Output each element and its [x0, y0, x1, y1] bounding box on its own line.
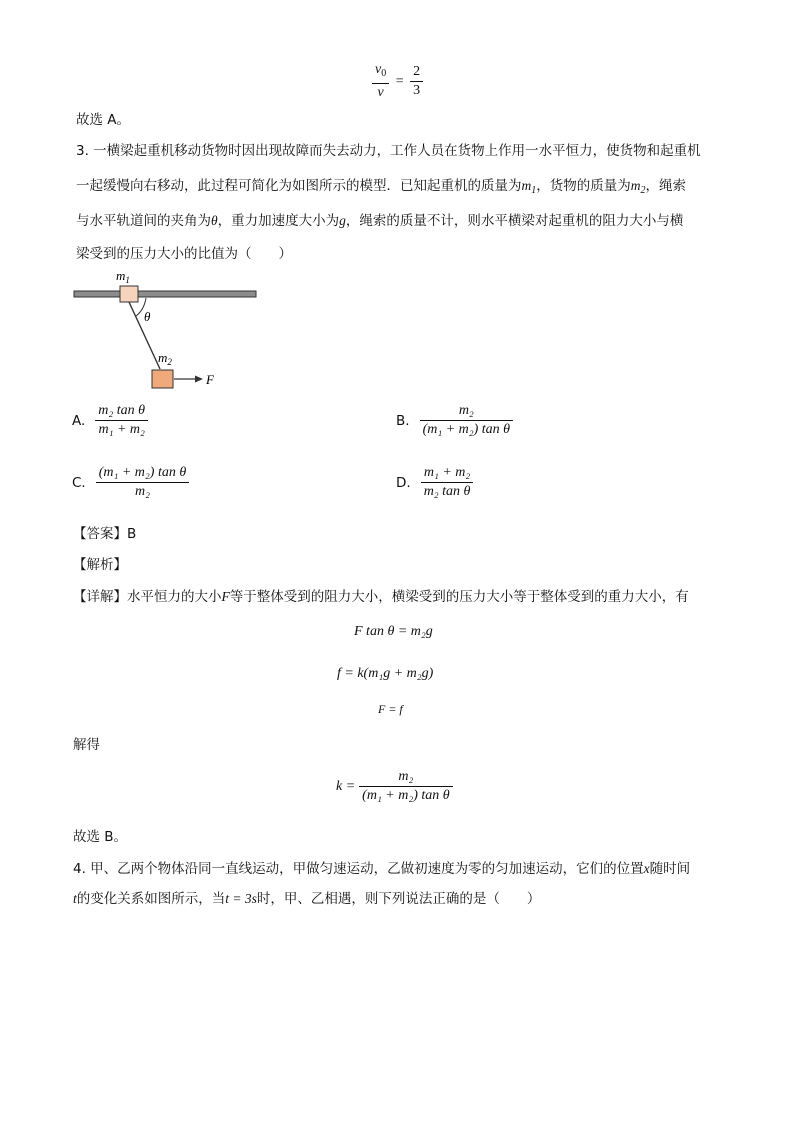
q3-line2-text: 一起缓慢向右移动，此过程可简化为如图所示的模型．已知起重机的质量为 — [76, 178, 522, 194]
cargo-block-m2 — [152, 370, 173, 388]
q3-line4: 梁受到的压力大小的比值为（ ） — [76, 246, 292, 262]
q3-line1: 3. 一横梁起重机移动货物时因出现故障而失去动力，工作人员在货物上作用一水平恒力，使货物和起重机 — [76, 143, 701, 159]
q3-line2-end: ，绳索 — [645, 178, 686, 194]
option-b-fraction — [420, 403, 514, 438]
q3-m1-sub: 1 — [531, 185, 537, 196]
q4-line2-a: 的变化关系如图所示，当 — [76, 891, 226, 907]
option-b-num: m₂ — [420, 403, 514, 421]
detail-text-a: 水平恒力的大小 — [127, 589, 222, 605]
q3-line3 — [76, 211, 683, 231]
q3-m2 — [630, 178, 646, 196]
k-den: (m₁ + m₂) tan θ — [362, 788, 450, 803]
detail-F: F — [221, 589, 230, 604]
option-a-fraction — [95, 403, 148, 438]
k-lhs: k = — [336, 778, 356, 794]
option-c-den: m₂ — [134, 484, 150, 499]
option-c[interactable] — [72, 465, 189, 500]
prev-rhs-num: 2 — [410, 64, 423, 82]
answer-line — [73, 524, 136, 544]
q3-figure — [70, 266, 270, 396]
detail-line — [73, 587, 689, 607]
option-c-fraction — [96, 465, 190, 500]
q3-m2-sub: 2 — [640, 185, 646, 196]
answer-tag: 【答案】 — [73, 526, 127, 542]
k-equation — [336, 769, 453, 804]
q3-line2 — [76, 176, 686, 201]
force-arrow-head — [195, 376, 203, 383]
answer-value: B — [127, 526, 137, 542]
option-d-fraction — [421, 465, 474, 500]
label-m2: $m_2$ — [158, 350, 172, 367]
q3-m2-sym: m — [630, 178, 641, 193]
option-d-label: D. — [396, 474, 411, 491]
option-b-label: B. — [396, 412, 410, 429]
q3-line3-a: 与水平轨道间的夹角为 — [76, 213, 211, 229]
option-d-den: m₂ tan θ — [423, 484, 471, 499]
q3-theta: θ — [211, 213, 218, 228]
detail-text-b: 等于整体受到的阻力大小，横梁受到的压力大小等于整体受到的重力大小，有 — [229, 589, 689, 605]
option-b-den: (m₁ + m₂) tan θ — [422, 422, 511, 437]
q4-line2-b: 时，甲、乙相遇，则下列说法正确的是（ ） — [256, 891, 541, 907]
q3-m1-sym: m — [521, 178, 532, 193]
equation-2: f = k(m₁g + m₂g) — [337, 666, 434, 681]
option-a-num: m₂ tan θ — [95, 403, 148, 421]
solve-label: 解得 — [73, 737, 100, 753]
crane-block-m1 — [120, 286, 138, 302]
detail-tag: 【详解】 — [73, 589, 127, 605]
prev-formula — [372, 62, 423, 101]
q3-line3-c: ，绳索的质量不计，则水平横梁对起重机的阻力大小与横 — [345, 213, 684, 229]
equation-3: F = f — [378, 702, 403, 716]
q4-condition: t = 3s — [225, 891, 257, 906]
q4-line1 — [73, 859, 690, 879]
prev-eq: = — [395, 73, 404, 89]
q4-line1-b: 随时间 — [649, 861, 691, 877]
option-a-den: m₁ + m₂ — [98, 422, 145, 437]
q3-m1 — [521, 178, 537, 196]
q4-line2 — [73, 889, 540, 909]
q4-t: t — [73, 891, 77, 906]
prev-conclusion: 故选 A。 — [76, 112, 131, 128]
prev-rhs-den: 3 — [413, 83, 421, 98]
q4-line1-a: 4. 甲、乙两个物体沿同一直线运动，甲做匀速运动，乙做初速度为零的匀加速运动，它们的位置 — [73, 861, 644, 877]
q3-g: g — [339, 213, 346, 228]
option-d-num: m₁ + m₂ — [421, 465, 474, 483]
option-c-label: C. — [72, 474, 86, 491]
beam-rail — [74, 291, 256, 297]
option-a[interactable] — [72, 403, 148, 438]
prev-den-v: v — [377, 85, 384, 100]
label-force: F — [206, 372, 214, 387]
prev-num-v: v — [375, 62, 382, 77]
label-m1: $m_1$ — [116, 268, 130, 285]
q4-x: x — [643, 861, 650, 876]
option-d[interactable] — [396, 465, 473, 500]
q3-line3-b: ，重力加速度大小为 — [217, 213, 340, 229]
option-b[interactable] — [396, 403, 513, 438]
label-theta: θ — [144, 309, 151, 324]
option-c-num: (m₁ + m₂) tan θ — [96, 465, 190, 483]
prev-num-sub: 0 — [381, 68, 387, 79]
k-num: m₂ — [359, 769, 453, 787]
equation-1: F tan θ = m₂g — [354, 624, 433, 639]
option-a-label: A. — [72, 412, 86, 429]
q3-line2-mid: ，货物的质量为 — [536, 178, 631, 194]
analysis-tag: 【解析】 — [73, 557, 127, 573]
q3-conclusion: 故选 B。 — [73, 829, 128, 845]
